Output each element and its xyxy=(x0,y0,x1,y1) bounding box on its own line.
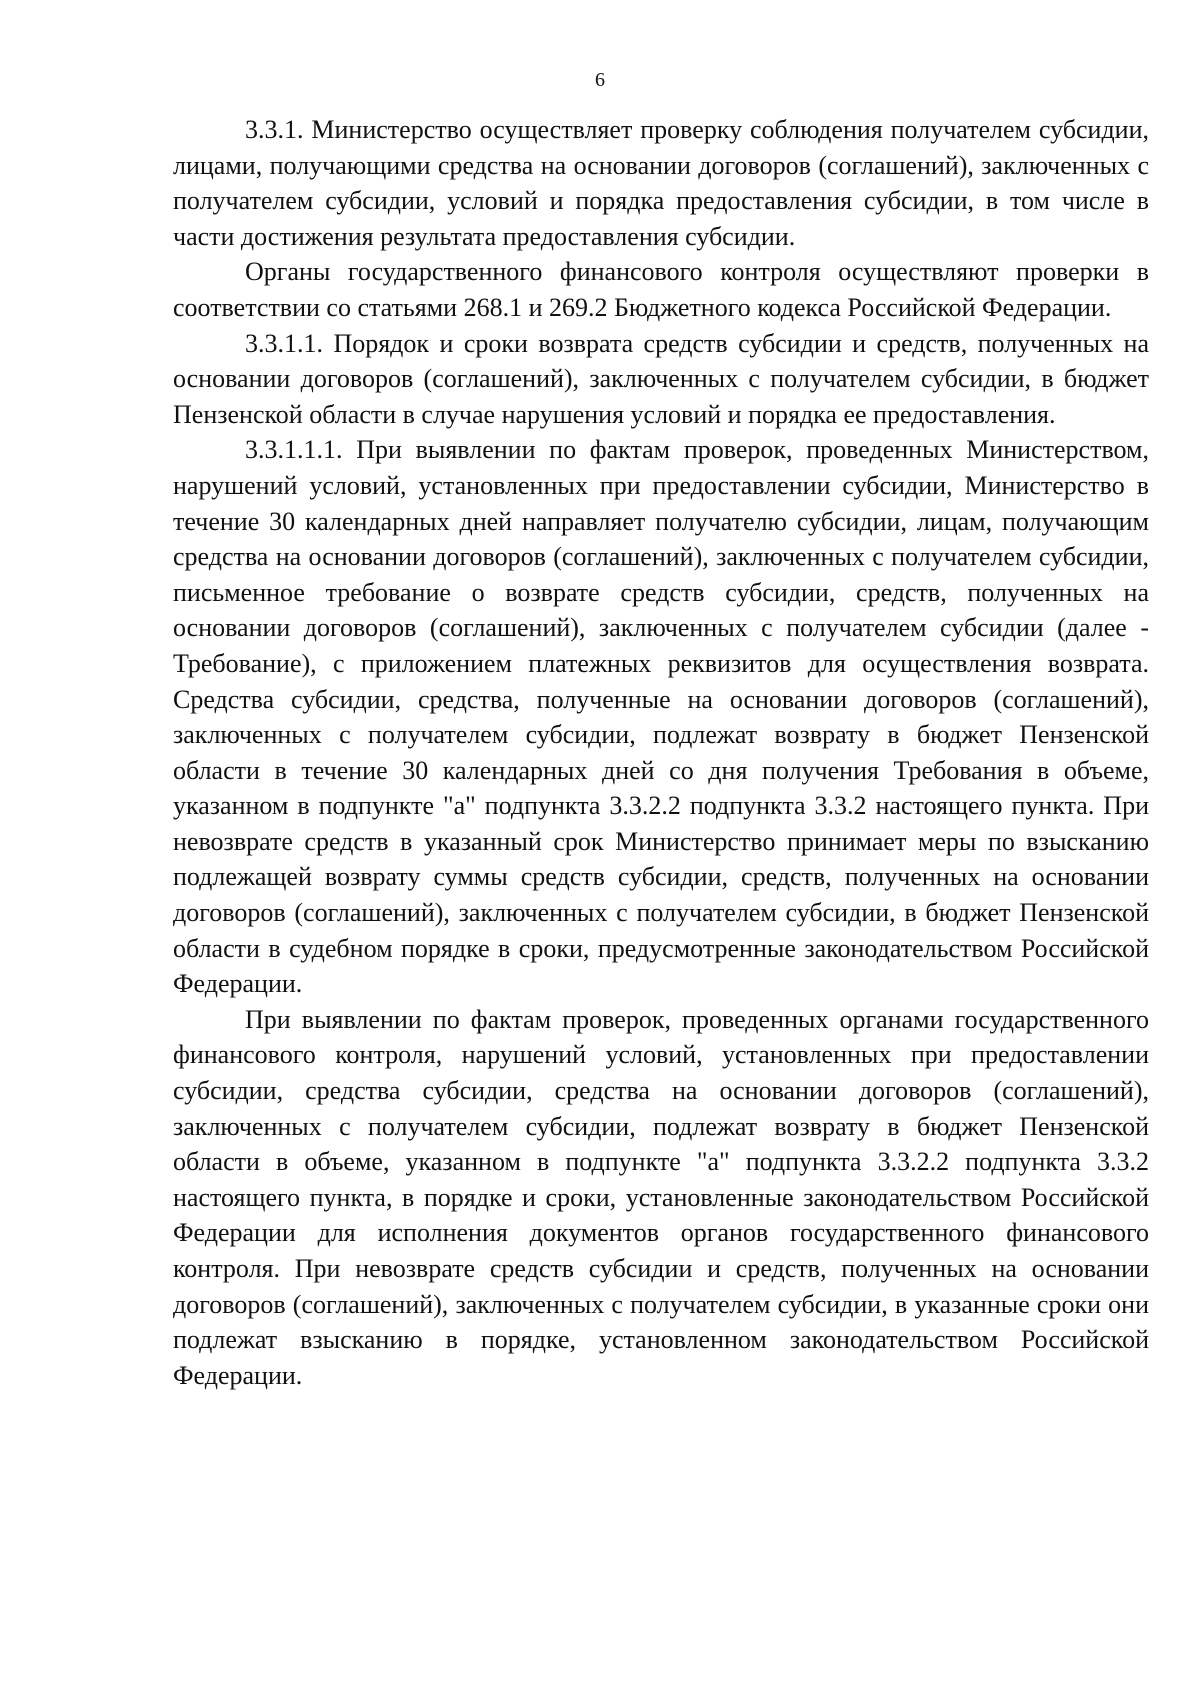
paragraph-3-3-1-1-1: 3.3.1.1.1. При выявлении по фактам проверок, проведенных Министерством, нарушений условий, установленных при предоставлении субсидии, Министерство в течение 30 календарных дней направляет получателю субсидии, лицам, получающим средства на основании договоров (соглашений), заключенных с получателем субсидии, письменное требование о возврате средств субсидии, средств, полученных на основании договоров (соглашений), заключенных с получателем субсидии (далее - Требование), с приложением платежных реквизитов для осуществления возврата. Средства субсидии, средства, полученные на основании договоров (соглашений), заключенных с получателем субсидии, подлежат возврату в бюджет Пензенской области в течение 30 календарных дней со дня получения Требования в объеме, указанном в подпункте "а" подпункта 3.3.2.2 подпункта 3.3.2 настоящего пункта. При невозврате средств в указанный срок Министерство принимает меры по взысканию подлежащей возврату суммы средств субсидии, средств, полученных на основании договоров (соглашений), заключенных с получателем субсидии, в бюджет Пензенской области в судебном порядке в сроки, предусмотренные законодательством Российской Федерации. xyxy=(173,435,1149,999)
document-body xyxy=(173,112,1149,1393)
page-number: 6 xyxy=(595,69,605,91)
paragraph-violations-by-control-bodies: При выявлении по фактам проверок, проведенных органами государственного финансового контроля, нарушений условий, установленных при предоставлении субсидии, средства субсидии, средства на основании договоров (соглашений), заключенных с получателем субсидии, подлежат возврату в бюджет Пензенской области в объеме, указанном в подпункте "а" подпункта 3.3.2.2 подпункта 3.3.2 настоящего пункта, в порядке и сроки, установленные законодательством Российской Федерации для исполнения документов органов государственного финансового контроля. При невозврате средств субсидии и средств, полученных на основании договоров (соглашений), заключенных с получателем субсидии, в указанные сроки они подлежат взысканию в порядке, установленном законодательством Российской Федерации. xyxy=(173,1004,1149,1390)
paragraph-3-3-1-1: 3.3.1.1. Порядок и сроки возврата средств субсидии и средств, полученных на основании договоров (соглашений), заключенных с получателем субсидии, в бюджет Пензенской области в случае нарушения условий и порядка ее предоставления. xyxy=(173,328,1149,429)
paragraph-financial-control-bodies: Органы государственного финансового контроля осуществляют проверки в соответствии со статьями 268.1 и 269.2 Бюджетного кодекса Российской Федерации. xyxy=(173,257,1149,322)
paragraph-3-3-1: 3.3.1. Министерство осуществляет проверку соблюдения получателем субсидии, лицами, получающими средства на основании договоров (соглашений), заключенных с получателем субсидии, условий и порядка предоставления субсидии, в том числе в части достижения результата предоставления субсидии. xyxy=(173,115,1149,251)
